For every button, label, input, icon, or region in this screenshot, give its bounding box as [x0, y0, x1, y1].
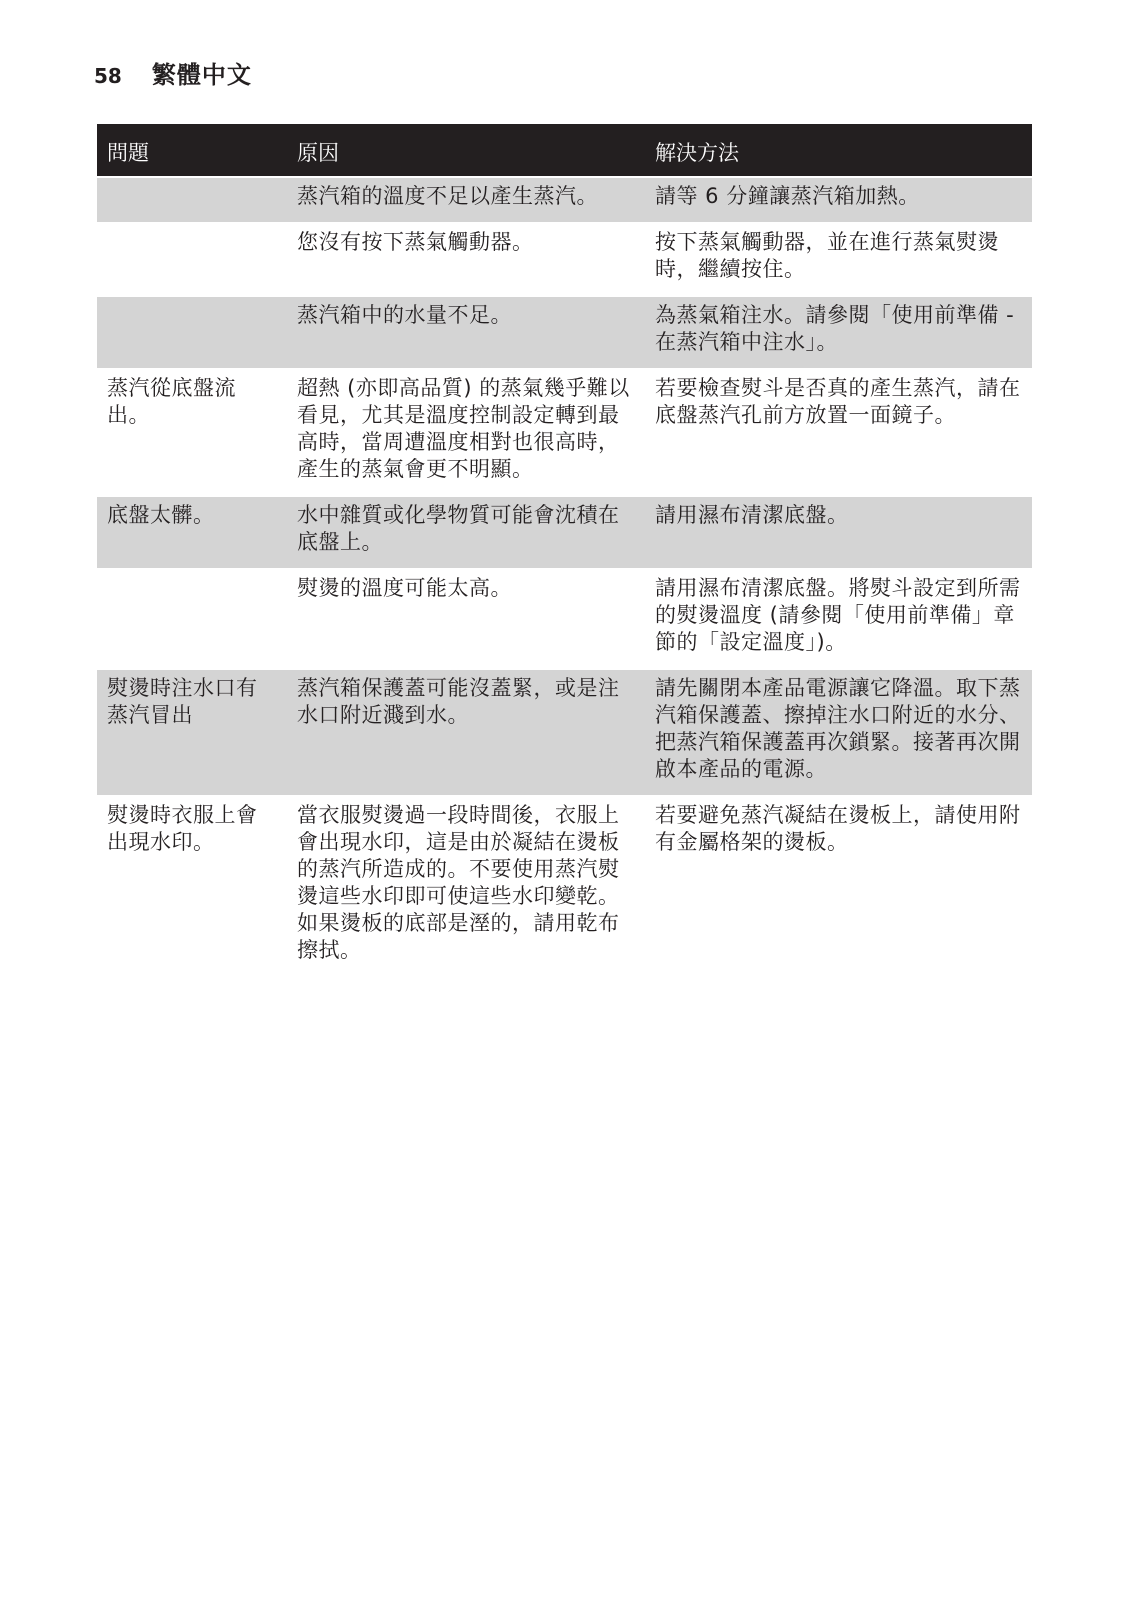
table-row: [97, 796, 1032, 976]
table-row: [97, 223, 1032, 296]
cause-cell: 熨燙的溫度可能太高。: [287, 569, 645, 669]
cause-cell: 當衣服熨燙過一段時間後，衣服上會出現水印，這是由於凝結在燙板的蒸汽所造成的。不要使用蒸汽熨燙這些水印即可使這些水印變乾。如果燙板的底部是溼的，請用乾布擦拭。: [287, 796, 645, 976]
solution-cell: 若要檢查熨斗是否真的產生蒸汽，請在底盤蒸汽孔前方放置一面鏡子。: [645, 369, 1032, 496]
problem-cell: 熨燙時注水口有蒸汽冒出: [97, 669, 287, 796]
table-row: [97, 496, 1032, 569]
cause-cell: 蒸汽箱保護蓋可能沒蓋緊，或是注水口附近濺到水。: [287, 669, 645, 796]
solution-cell: 請用濕布清潔底盤。: [645, 496, 1032, 569]
column-header-problem: 問題: [97, 124, 287, 177]
column-header-solution: 解決方法: [645, 124, 1032, 177]
problem-cell: 熨燙時衣服上會出現水印。: [97, 796, 287, 976]
table-row: [97, 296, 1032, 369]
table-header-row: [97, 124, 1032, 177]
cause-cell: 水中雜質或化學物質可能會沈積在底盤上。: [287, 496, 645, 569]
troubleshooting-table: [97, 124, 1032, 976]
cause-cell: 蒸汽箱中的水量不足。: [287, 296, 645, 369]
cause-cell: 蒸汽箱的溫度不足以產生蒸汽。: [287, 177, 645, 223]
solution-cell: 若要避免蒸汽凝結在燙板上，請使用附有金屬格架的燙板。: [645, 796, 1032, 976]
solution-cell: 按下蒸氣觸動器，並在進行蒸氣熨燙時，繼續按住。: [645, 223, 1032, 296]
page-header: [94, 55, 252, 90]
problem-cell: [97, 177, 287, 223]
table-row: [97, 369, 1032, 496]
solution-cell: 為蒸氣箱注水。請參閱「使用前準備 - 在蒸汽箱中注水」。: [645, 296, 1032, 369]
problem-cell: [97, 569, 287, 669]
page-language-title: 繁體中文: [151, 61, 252, 89]
problem-cell: 蒸汽從底盤流出。: [97, 369, 287, 496]
page-number: 58: [94, 64, 122, 88]
column-header-cause: 原因: [287, 124, 645, 177]
solution-cell: 請用濕布清潔底盤。將熨斗設定到所需的熨燙溫度 (請參閱「使用前準備」章節的「設定溫度」)。: [645, 569, 1032, 669]
cause-cell: 您沒有按下蒸氣觸動器。: [287, 223, 645, 296]
cause-cell: 超熱 (亦即高品質) 的蒸氣幾乎難以看見，尤其是溫度控制設定轉到最高時，當周遭溫度相對也很高時，產生的蒸氣會更不明顯。: [287, 369, 645, 496]
solution-cell: 請先關閉本產品電源讓它降溫。取下蒸汽箱保護蓋、擦掉注水口附近的水分、把蒸汽箱保護蓋再次鎖緊。接著再次開啟本產品的電源。: [645, 669, 1032, 796]
problem-cell: 底盤太髒。: [97, 496, 287, 569]
table-row: [97, 669, 1032, 796]
table-row: [97, 177, 1032, 223]
problem-cell: [97, 223, 287, 296]
solution-cell: 請等 6 分鐘讓蒸汽箱加熱。: [645, 177, 1032, 223]
problem-cell: [97, 296, 287, 369]
table-row: [97, 569, 1032, 669]
